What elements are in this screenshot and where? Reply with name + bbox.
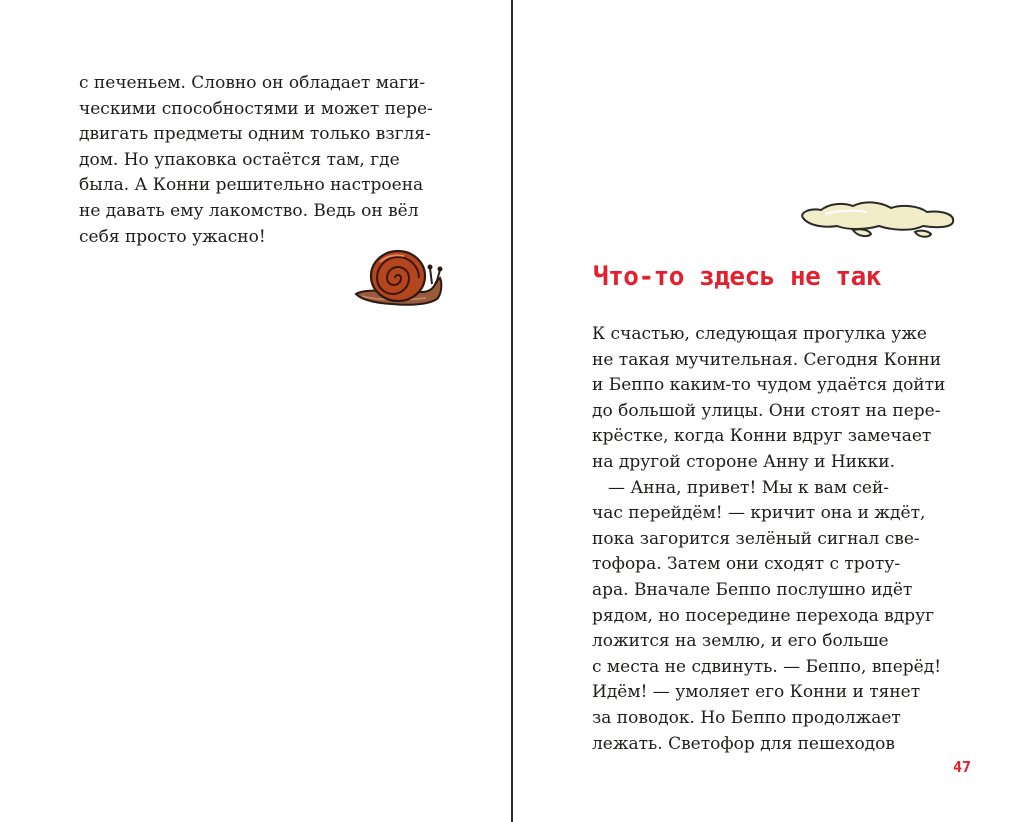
- text-line: час перейдём! — кричит она и ждёт,: [592, 503, 926, 524]
- text-line: с места не сдвинуть. — Беппо, вперёд!: [592, 656, 942, 677]
- text-line: за поводок. Но Беппо продолжает: [592, 707, 901, 728]
- text-line: пока загорится зелёный сигнал све-: [592, 528, 920, 549]
- text-line: до большой улицы. Они стоят на пере-: [592, 400, 941, 421]
- text-line: лежать. Светофор для пешеходов: [592, 733, 895, 754]
- text-line: крёстке, когда Конни вдруг замечает: [592, 426, 932, 447]
- text-line: с печеньем. Словно он обладает маги-: [79, 73, 426, 93]
- text-line: не давать ему лакомство. Ведь он вёл: [79, 200, 419, 221]
- text-line: Идём! — умоляет его Конни и тянет: [592, 682, 921, 703]
- text-line: рядом, но посередине перехода вдруг: [592, 605, 934, 626]
- text-line: была. А Конни решительно настроена: [79, 175, 424, 196]
- text-line: — Анна, привет! Мы к вам сей-: [608, 477, 890, 498]
- puddle-icon: [795, 196, 963, 244]
- snail-icon: [352, 248, 444, 310]
- text-line: ара. Вначале Беппо послушно идёт: [592, 579, 913, 600]
- text-line: и Беппо каким-то чудом удаётся дойти: [592, 375, 946, 396]
- text-line: ложится на землю, и его больше: [592, 631, 889, 652]
- page-number: 47: [953, 758, 972, 776]
- text-line: К счастью, следующая прогулка уже: [592, 324, 927, 344]
- left-page: [0, 0, 511, 822]
- text-line: тофора. Затем они сходят с троту-: [592, 554, 901, 575]
- right-page: [513, 0, 1024, 822]
- text-line: дом. Но упаковка остаётся там, где: [79, 149, 400, 170]
- chapter-title: Что-то здесь не так: [593, 262, 881, 292]
- text-line: себя просто ужасно!: [79, 226, 266, 247]
- text-line: ческими способностями и может пере-: [79, 98, 433, 119]
- text-line: на другой стороне Анну и Никки.: [592, 451, 895, 472]
- text-line: не такая мучительная. Сегодня Конни: [592, 349, 942, 370]
- left-page-text: [79, 71, 433, 250]
- right-page-text: [592, 322, 945, 757]
- text-line: двигать предметы одним только взгля-: [79, 124, 431, 145]
